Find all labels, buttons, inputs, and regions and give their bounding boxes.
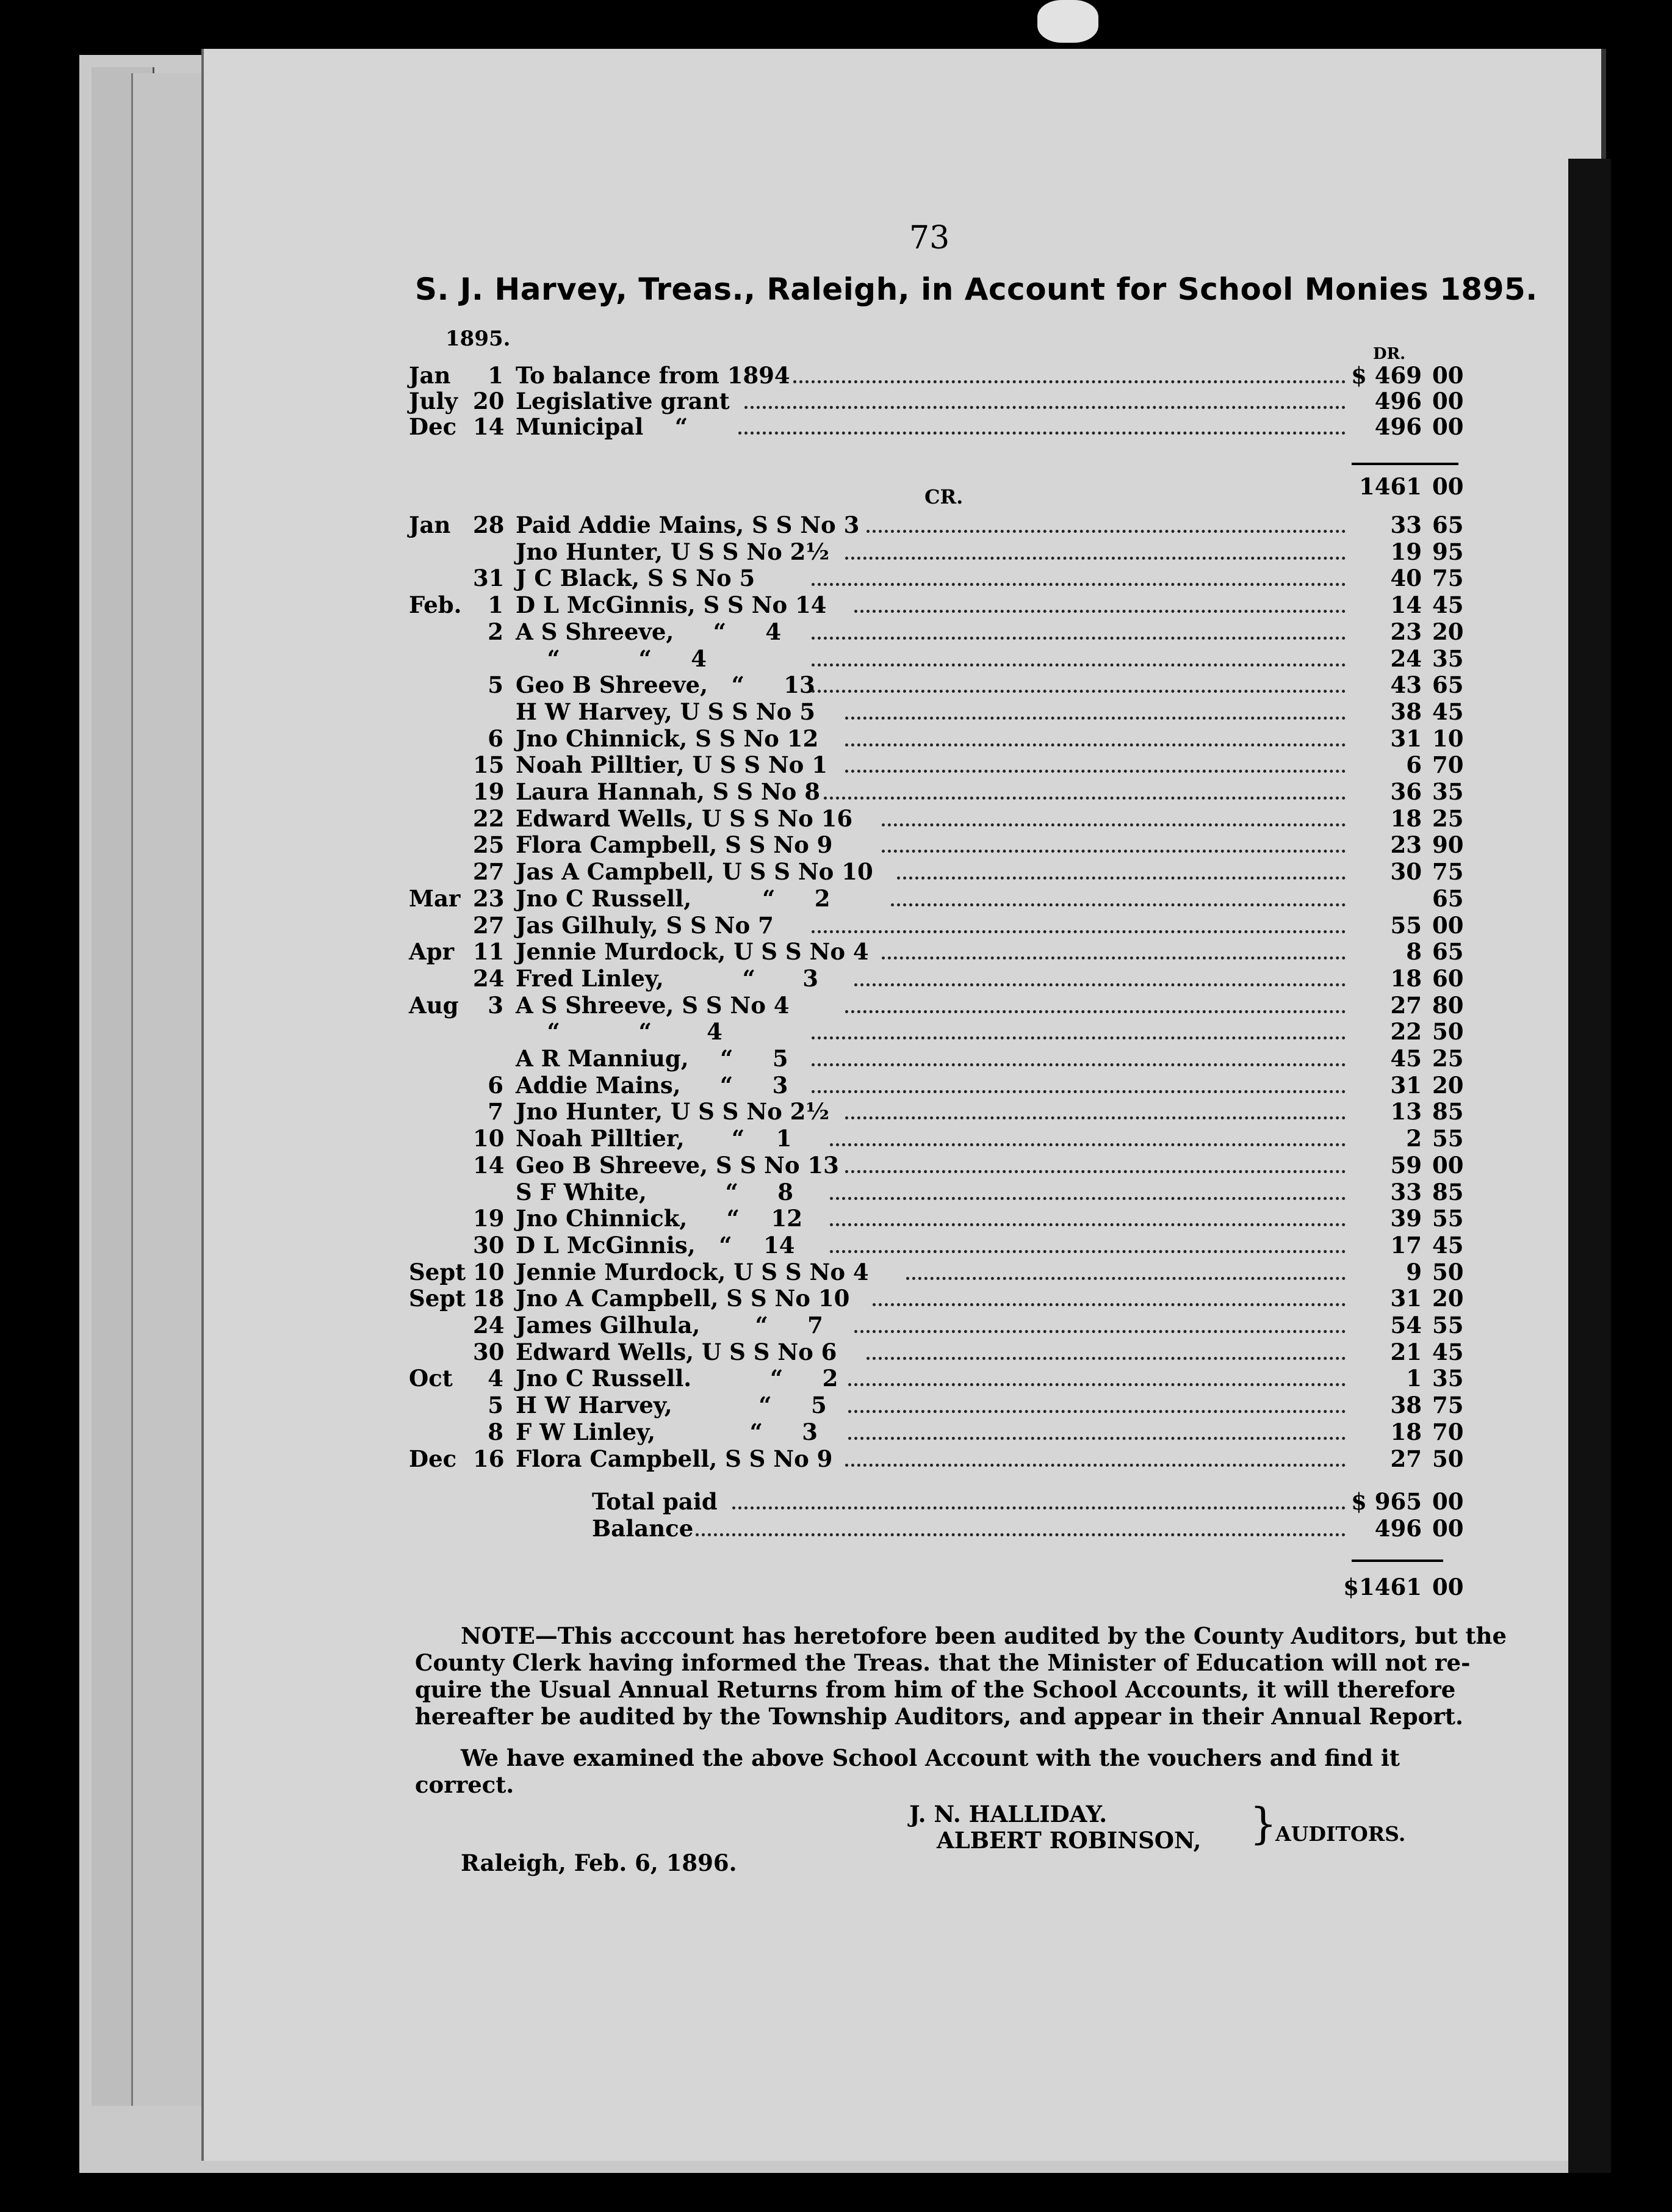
ledger-row bbox=[0, 1259, 1672, 1284]
ledger-row bbox=[0, 565, 1672, 590]
leader-dots bbox=[848, 1383, 1346, 1386]
entry-dollars: 18 bbox=[1390, 1418, 1422, 1445]
entry-description: Jno C Russell, “ 2 bbox=[516, 884, 831, 912]
entry-description: Geo B Shreeve, “ 13 bbox=[516, 671, 815, 699]
leader-dots bbox=[812, 663, 1346, 667]
entry-description: S F White, “ 8 bbox=[516, 1178, 794, 1205]
leader-dots bbox=[845, 770, 1346, 773]
ledger-row bbox=[0, 388, 1672, 413]
entry-cents: 35 bbox=[1432, 778, 1464, 805]
entry-description: “ “ 4 bbox=[516, 645, 707, 672]
entry-cents: 45 bbox=[1432, 1231, 1464, 1259]
ledger-row bbox=[0, 511, 1672, 537]
leader-dots bbox=[848, 1410, 1346, 1413]
entry-cents: 00 bbox=[1432, 413, 1464, 440]
entry-cents: 50 bbox=[1432, 1445, 1464, 1472]
entry-day: 10 bbox=[473, 1125, 505, 1152]
entry-day: 27 bbox=[473, 911, 505, 939]
leader-dots bbox=[812, 1063, 1346, 1066]
entry-cents: 65 bbox=[1432, 671, 1464, 699]
entry-dollars: 31 bbox=[1390, 1285, 1422, 1312]
debit-label: DR. bbox=[1373, 345, 1406, 363]
entry-day: 20 bbox=[473, 388, 505, 414]
entry-cents: 45 bbox=[1432, 1338, 1464, 1365]
ledger-row bbox=[0, 725, 1672, 751]
ledger-row bbox=[0, 912, 1672, 938]
entry-cents: 85 bbox=[1432, 1178, 1464, 1205]
year-heading: 1895. bbox=[445, 327, 511, 351]
entry-month: Aug bbox=[409, 991, 459, 1019]
entry-month: Mar bbox=[409, 884, 461, 912]
leader-dots bbox=[738, 432, 1346, 435]
entry-cents: 00 bbox=[1432, 1515, 1464, 1542]
entry-day: 23 bbox=[473, 884, 505, 912]
ledger-row bbox=[0, 671, 1672, 697]
entry-day: 8 bbox=[488, 1418, 503, 1445]
ledger-row bbox=[0, 1232, 1672, 1257]
entry-dollars: $1461 bbox=[1343, 1574, 1422, 1600]
entry-day: 22 bbox=[473, 804, 505, 832]
entry-cents: 55 bbox=[1432, 1125, 1464, 1152]
entry-cents: 10 bbox=[1432, 725, 1464, 752]
ledger-row bbox=[0, 965, 1672, 991]
entry-day: 3 bbox=[488, 991, 503, 1019]
entry-month: Apr bbox=[409, 938, 455, 966]
entry-description: Jno Hunter, U S S No 2½ bbox=[516, 538, 829, 565]
entry-day: 16 bbox=[473, 1445, 505, 1472]
ledger-row bbox=[0, 645, 1672, 671]
ledger-row bbox=[0, 1419, 1672, 1444]
leader-dots bbox=[812, 690, 1346, 693]
leader-dots bbox=[824, 797, 1346, 800]
entry-description: Addie Mains, “ 3 bbox=[516, 1071, 788, 1099]
entry-description: Jno Chinnick, S S No 12 bbox=[516, 725, 819, 752]
entry-day: 24 bbox=[473, 1312, 505, 1339]
entry-cents: 75 bbox=[1432, 858, 1464, 886]
entry-description: Jno A Campbell, S S No 10 bbox=[516, 1285, 850, 1312]
ledger-row bbox=[0, 1365, 1672, 1390]
leader-dots bbox=[812, 1036, 1346, 1039]
entry-cents: 55 bbox=[1432, 1312, 1464, 1339]
entry-month: Oct bbox=[409, 1365, 453, 1392]
entry-month: Jan bbox=[409, 511, 451, 538]
entry-cents: 70 bbox=[1432, 751, 1464, 779]
ledger-row bbox=[0, 885, 1672, 911]
total-rule bbox=[1352, 1560, 1443, 1562]
note-line: quire the Usual Annual Returns from him of the School Accounts, it will therefore bbox=[415, 1676, 1456, 1703]
leader-dots bbox=[882, 823, 1346, 826]
ledger-row bbox=[0, 1205, 1672, 1231]
entry-description: Jennie Murdock, U S S No 4 bbox=[516, 1258, 869, 1285]
leader-dots bbox=[854, 983, 1346, 986]
entry-day: 18 bbox=[473, 1285, 505, 1312]
entry-description: Jno Hunter, U S S No 2½ bbox=[516, 1098, 829, 1126]
entry-description: Flora Campbell, S S No 9 bbox=[516, 1445, 833, 1472]
entry-day: 24 bbox=[473, 964, 505, 992]
entry-description: H W Harvey, “ 5 bbox=[516, 1392, 827, 1419]
leader-dots bbox=[845, 1116, 1346, 1119]
entry-dollars: 8 bbox=[1406, 938, 1422, 966]
entry-cents: 45 bbox=[1432, 591, 1464, 619]
entry-dollars: 54 bbox=[1390, 1312, 1422, 1339]
entry-dollars: 39 bbox=[1390, 1205, 1422, 1232]
entry-dollars: 33 bbox=[1390, 1178, 1422, 1205]
ledger-row bbox=[0, 1072, 1672, 1097]
entry-cents: 00 bbox=[1432, 911, 1464, 939]
entry-cents: 70 bbox=[1432, 1418, 1464, 1445]
entry-month: Dec bbox=[409, 1445, 457, 1472]
leader-dots bbox=[830, 1250, 1346, 1253]
entry-cents: 00 bbox=[1432, 362, 1464, 389]
balance-label: Balance bbox=[592, 1515, 694, 1542]
entry-dollars: $ 965 bbox=[1351, 1488, 1422, 1515]
entry-dollars: 23 bbox=[1390, 618, 1422, 645]
note-line: County Clerk having informed the Treas. that the Minister of Education will not re- bbox=[415, 1649, 1471, 1676]
entry-cents: 60 bbox=[1432, 964, 1464, 992]
entry-description: To balance from 1894 bbox=[516, 362, 790, 389]
ledger-row bbox=[0, 618, 1672, 644]
leader-dots bbox=[867, 530, 1346, 533]
entry-cents: 80 bbox=[1432, 991, 1464, 1019]
entry-description: H W Harvey, U S S No 5 bbox=[516, 698, 815, 725]
entry-cents: 55 bbox=[1432, 1205, 1464, 1232]
ledger-row bbox=[0, 805, 1672, 831]
entry-cents: 20 bbox=[1432, 618, 1464, 645]
entry-day: 4 bbox=[488, 1365, 503, 1392]
entry-dollars: 33 bbox=[1390, 511, 1422, 538]
entry-dollars: 27 bbox=[1390, 991, 1422, 1019]
leader-dots bbox=[854, 610, 1346, 613]
entry-dollars: 38 bbox=[1390, 1392, 1422, 1419]
leader-dots bbox=[830, 1143, 1346, 1146]
entry-day: 11 bbox=[473, 938, 505, 966]
entry-day: 25 bbox=[473, 831, 505, 859]
page-number: 73 bbox=[909, 220, 950, 256]
entry-description: James Gilhula, “ 7 bbox=[516, 1312, 823, 1339]
leader-dots bbox=[845, 1464, 1346, 1467]
entry-day: 27 bbox=[473, 858, 505, 886]
ledger-row bbox=[0, 1152, 1672, 1177]
entry-day: 1 bbox=[488, 591, 503, 619]
entry-cents: 35 bbox=[1432, 1365, 1464, 1392]
entry-cents: 95 bbox=[1432, 538, 1464, 565]
entry-description: Noah Pilltier, U S S No 1 bbox=[516, 751, 827, 779]
entry-dollars: 17 bbox=[1390, 1231, 1422, 1259]
entry-dollars: 9 bbox=[1406, 1258, 1422, 1285]
leader-dots bbox=[812, 1090, 1346, 1093]
entry-dollars: 22 bbox=[1390, 1018, 1422, 1046]
leader-dots bbox=[744, 406, 1346, 409]
entry-description: Jas Gilhuly, S S No 7 bbox=[516, 911, 774, 939]
entry-dollars: 496 bbox=[1374, 413, 1422, 440]
entry-day: 14 bbox=[473, 1151, 505, 1179]
entry-dollars: 55 bbox=[1390, 911, 1422, 939]
entry-month: July bbox=[409, 388, 458, 414]
entry-day: 28 bbox=[473, 511, 505, 538]
entry-description: Edward Wells, U S S No 16 bbox=[516, 804, 853, 832]
entry-cents: 65 bbox=[1432, 511, 1464, 538]
entry-month: Jan bbox=[409, 362, 451, 389]
entry-description: Jno C Russell. “ 2 bbox=[516, 1365, 838, 1392]
leader-dots bbox=[696, 1533, 1346, 1536]
entry-description: Jas A Campbell, U S S No 10 bbox=[516, 858, 873, 886]
ledger-row bbox=[0, 1045, 1672, 1071]
entry-dollars: 27 bbox=[1390, 1445, 1422, 1472]
entry-day: 30 bbox=[473, 1231, 505, 1259]
auditor-name: J. N. HALLIDAY. bbox=[909, 1801, 1108, 1827]
ledger-row bbox=[0, 858, 1672, 884]
leader-dots bbox=[845, 1010, 1346, 1013]
entry-dollars: 43 bbox=[1390, 671, 1422, 699]
note-line: NOTE—This acccount has heretofore been audited by the County Auditors, but the bbox=[461, 1622, 1507, 1649]
total-paid-label: Total paid bbox=[592, 1488, 718, 1515]
entry-dollars: 36 bbox=[1390, 778, 1422, 805]
entry-description: F W Linley, “ 3 bbox=[516, 1418, 818, 1445]
ledger-row bbox=[0, 362, 1672, 388]
ledger-row bbox=[0, 1179, 1672, 1204]
entry-cents: 50 bbox=[1432, 1018, 1464, 1046]
entry-description: Geo B Shreeve, S S No 13 bbox=[516, 1151, 839, 1179]
entry-description: “ “ 4 bbox=[516, 1018, 722, 1046]
ledger-row bbox=[0, 473, 1672, 499]
ledger-row bbox=[0, 1285, 1672, 1310]
examined-line: We have examined the above School Account with the vouchers and find it bbox=[461, 1744, 1400, 1771]
entry-day: 7 bbox=[488, 1098, 503, 1126]
entry-day: 2 bbox=[488, 618, 503, 645]
leader-dots bbox=[848, 1437, 1346, 1440]
entry-dollars: 2 bbox=[1406, 1125, 1422, 1152]
entry-cents: 20 bbox=[1432, 1285, 1464, 1312]
entry-description: Legislative grant bbox=[516, 388, 730, 414]
entry-dollars: 18 bbox=[1390, 964, 1422, 992]
leader-dots bbox=[882, 850, 1346, 853]
entry-day: 14 bbox=[473, 413, 505, 440]
entry-cents: 65 bbox=[1432, 938, 1464, 966]
entry-day: 5 bbox=[488, 671, 503, 699]
entry-description: Flora Campbell, S S No 9 bbox=[516, 831, 833, 859]
leader-dots bbox=[812, 930, 1346, 933]
entry-day: 6 bbox=[488, 725, 503, 752]
ledger-row bbox=[0, 591, 1672, 617]
entry-month: Dec bbox=[409, 413, 457, 440]
entry-description: D L McGinnis, S S No 14 bbox=[516, 591, 827, 619]
entry-cents: 85 bbox=[1432, 1098, 1464, 1126]
entry-dollars: 31 bbox=[1390, 1071, 1422, 1099]
note-line: hereafter be audited by the Township Auditors, and appear in their Annual Report. bbox=[415, 1703, 1463, 1730]
auditor-name: ALBERT ROBINSON, bbox=[937, 1827, 1202, 1854]
entry-cents: 00 bbox=[1432, 1574, 1464, 1600]
scan-speck bbox=[1037, 0, 1098, 43]
entry-description: Jno Chinnick, “ 12 bbox=[516, 1205, 802, 1232]
entry-cents: 00 bbox=[1432, 1151, 1464, 1179]
ledger-row bbox=[0, 992, 1672, 1017]
leader-dots bbox=[845, 717, 1346, 720]
ledger-row bbox=[0, 1098, 1672, 1124]
ledger-row bbox=[0, 778, 1672, 804]
entry-description: Municipal “ bbox=[516, 413, 688, 440]
entry-month: Sept bbox=[409, 1258, 466, 1285]
page-title: S. J. Harvey, Treas., Raleigh, in Account for School Monies 1895. bbox=[415, 272, 1538, 307]
leader-dots bbox=[854, 1330, 1346, 1333]
leader-dots bbox=[732, 1506, 1346, 1509]
entry-dollars: 496 bbox=[1374, 388, 1422, 414]
entry-description: Laura Hannah, S S No 8 bbox=[516, 778, 820, 805]
auditors-label: AUDITORS. bbox=[1275, 1822, 1406, 1846]
entry-dollars: 13 bbox=[1390, 1098, 1422, 1126]
entry-cents: 65 bbox=[1432, 884, 1464, 912]
entry-day: 5 bbox=[488, 1392, 503, 1419]
entry-dollars: 59 bbox=[1390, 1151, 1422, 1179]
entry-cents: 00 bbox=[1432, 1488, 1464, 1515]
entry-cents: 75 bbox=[1432, 565, 1464, 592]
entry-month: Feb. bbox=[409, 591, 462, 619]
entry-cents: 90 bbox=[1432, 831, 1464, 859]
entry-cents: 20 bbox=[1432, 1071, 1464, 1099]
examined-line: correct. bbox=[415, 1771, 514, 1798]
entry-day: 15 bbox=[473, 751, 505, 779]
entry-day: 30 bbox=[473, 1338, 505, 1365]
ledger-row bbox=[0, 538, 1672, 564]
leader-dots bbox=[845, 1170, 1346, 1173]
ledger-row bbox=[0, 1125, 1672, 1151]
ledger-row bbox=[0, 1488, 1672, 1514]
entry-cents: 00 bbox=[1432, 473, 1464, 500]
entry-dollars: 45 bbox=[1390, 1045, 1422, 1072]
leader-dots bbox=[906, 1277, 1346, 1280]
ledger-row bbox=[0, 1392, 1672, 1417]
ledger-row bbox=[0, 1312, 1672, 1337]
credit-label: CR. bbox=[924, 485, 964, 508]
entry-day: 19 bbox=[473, 1205, 505, 1232]
leader-dots bbox=[812, 583, 1346, 586]
entry-cents: 35 bbox=[1432, 645, 1464, 672]
entry-dollars: 31 bbox=[1390, 725, 1422, 752]
ledger-row bbox=[0, 413, 1672, 439]
entry-month: Sept bbox=[409, 1285, 466, 1312]
entry-dollars: 30 bbox=[1390, 858, 1422, 886]
brace-glyph: } bbox=[1250, 1799, 1277, 1849]
leader-dots bbox=[891, 903, 1346, 906]
ledger-row bbox=[0, 1339, 1672, 1364]
entry-description: A R Manniug, “ 5 bbox=[516, 1045, 788, 1072]
leader-dots bbox=[897, 876, 1346, 880]
ledger-row bbox=[0, 938, 1672, 964]
leader-dots bbox=[812, 637, 1346, 640]
leader-dots bbox=[845, 743, 1346, 746]
entry-day: 1 bbox=[488, 362, 503, 389]
entry-cents: 45 bbox=[1432, 698, 1464, 725]
entry-dollars: 23 bbox=[1390, 831, 1422, 859]
entry-dollars: 1 bbox=[1406, 1365, 1422, 1392]
leader-dots bbox=[867, 1357, 1346, 1360]
ledger-row bbox=[0, 698, 1672, 724]
entry-dollars: 38 bbox=[1390, 698, 1422, 725]
entry-dollars: 21 bbox=[1390, 1338, 1422, 1365]
leader-dots bbox=[873, 1303, 1346, 1306]
entry-cents: 25 bbox=[1432, 804, 1464, 832]
ledger-row bbox=[0, 1018, 1672, 1044]
entry-dollars: 40 bbox=[1390, 565, 1422, 592]
entry-dollars: 19 bbox=[1390, 538, 1422, 565]
leader-dots bbox=[793, 380, 1346, 383]
entry-day: 6 bbox=[488, 1071, 503, 1099]
entry-dollars: 14 bbox=[1390, 591, 1422, 619]
entry-cents: 25 bbox=[1432, 1045, 1464, 1072]
entry-dollars: 1461 bbox=[1359, 473, 1422, 500]
entry-description: D L McGinnis, “ 14 bbox=[516, 1231, 795, 1259]
leader-dots bbox=[845, 557, 1346, 560]
total-rule bbox=[1352, 463, 1458, 465]
entry-day: 19 bbox=[473, 778, 505, 805]
entry-day: 31 bbox=[473, 565, 505, 592]
entry-cents: 00 bbox=[1432, 388, 1464, 414]
entry-day: 10 bbox=[473, 1258, 505, 1285]
entry-description: Paid Addie Mains, S S No 3 bbox=[516, 511, 860, 538]
entry-description: Jennie Murdock, U S S No 4 bbox=[516, 938, 869, 966]
entry-dollars: 6 bbox=[1406, 751, 1422, 779]
entry-dollars: $ 469 bbox=[1351, 362, 1422, 389]
entry-cents: 75 bbox=[1432, 1392, 1464, 1419]
entry-cents: 50 bbox=[1432, 1258, 1464, 1285]
entry-dollars: 18 bbox=[1390, 804, 1422, 832]
ledger-row bbox=[0, 1445, 1672, 1471]
entry-description: A S Shreeve, S S No 4 bbox=[516, 991, 790, 1019]
ledger-row bbox=[0, 1515, 1672, 1541]
entry-description: A S Shreeve, “ 4 bbox=[516, 618, 782, 645]
entry-dollars: 24 bbox=[1390, 645, 1422, 672]
leader-dots bbox=[882, 956, 1346, 960]
leader-dots bbox=[830, 1197, 1346, 1200]
ledger-row bbox=[0, 1574, 1672, 1599]
place-date: Raleigh, Feb. 6, 1896. bbox=[461, 1849, 737, 1876]
leader-dots bbox=[830, 1223, 1346, 1226]
entry-description: Edward Wells, U S S No 6 bbox=[516, 1338, 837, 1365]
ledger-row bbox=[0, 751, 1672, 777]
entry-description: J C Black, S S No 5 bbox=[516, 565, 755, 592]
ledger-row bbox=[0, 831, 1672, 857]
entry-description: Noah Pilltier, “ 1 bbox=[516, 1125, 792, 1152]
entry-dollars: 496 bbox=[1374, 1515, 1422, 1542]
entry-description: Fred Linley, “ 3 bbox=[516, 964, 818, 992]
